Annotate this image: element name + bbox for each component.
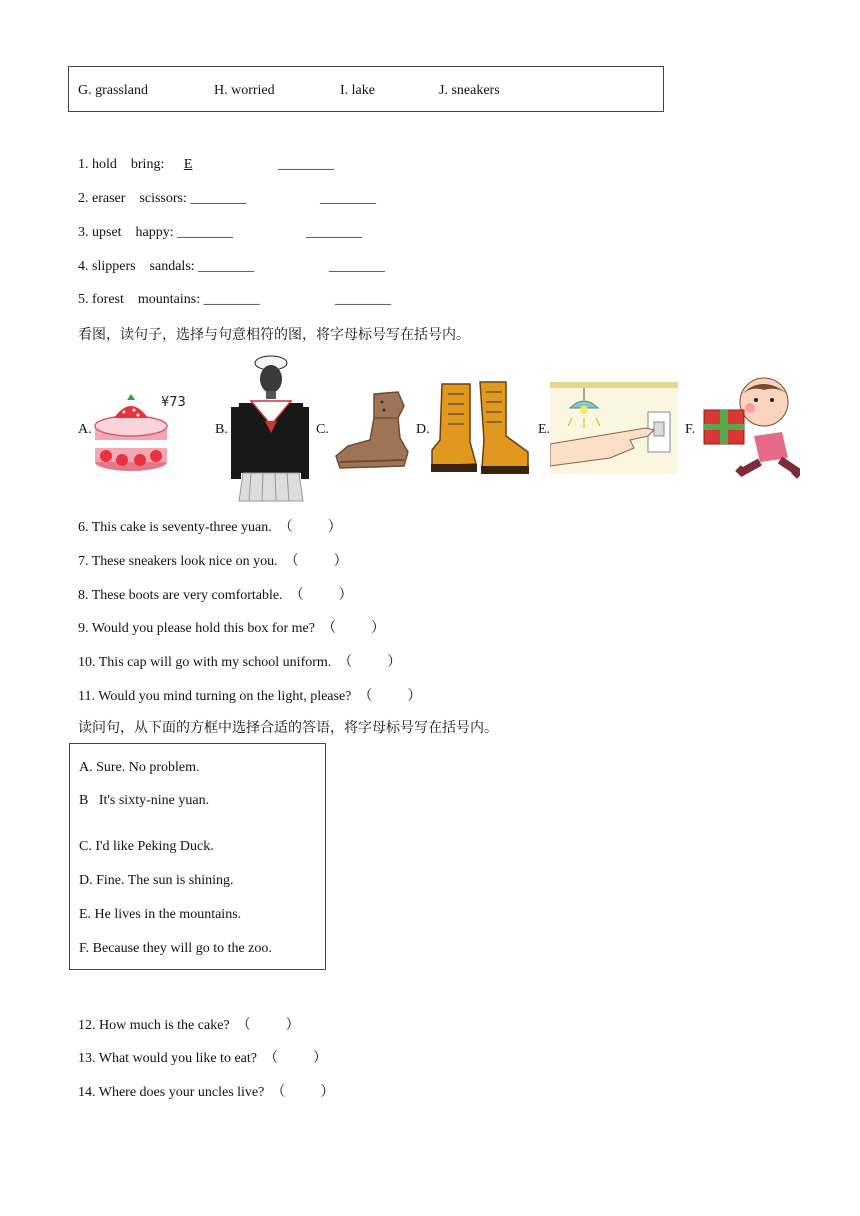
brown-shoe-icon <box>334 388 410 477</box>
section3-instruction: 读问句，从下面的方框中选择合适的答语，将字母标号写在括号内。 <box>78 720 498 736</box>
question-11: 11. Would you mind turning on the light, please? （ ） <box>78 689 422 704</box>
blank-1[interactable]: ________ <box>203 292 260 307</box>
school-uniform-icon <box>229 355 309 508</box>
picture-label-e: E. <box>538 422 551 437</box>
light-switch-icon <box>550 382 678 479</box>
section1-item-1 <box>78 157 334 173</box>
word-option-g: G. grassland <box>78 83 148 98</box>
option-f: F. Because they will go to the zoo. <box>79 941 272 956</box>
item-text: 3. upset happy: <box>78 225 174 240</box>
section1-item-4 <box>78 259 385 275</box>
question-9: 9. Would you please hold this box for me? （ ） <box>78 621 385 636</box>
question-12: 12. How much is the cake? （ ） <box>78 1018 300 1033</box>
question-13: 13. What would you like to eat? （ ） <box>78 1051 327 1066</box>
option-d: D. Fine. The sun is shining. <box>79 873 234 888</box>
blank-2[interactable]: ________ <box>278 157 334 172</box>
answer-blank[interactable] <box>172 157 205 172</box>
word-option-h: H. worried <box>214 83 275 98</box>
question-8: 8. These boots are very comfortable. （ ） <box>78 588 353 603</box>
section2-instruction: 看图，读句子，选择与句意相符的图，将字母标号写在括号内。 <box>78 327 470 343</box>
section1-item-2 <box>78 191 376 207</box>
picture-label-b: B. <box>215 422 228 437</box>
option-e: E. He lives in the mountains. <box>79 907 242 922</box>
item-text: 5. forest mountains: <box>78 292 201 307</box>
answer-options-box <box>69 743 326 970</box>
blank-1[interactable]: ________ <box>177 225 234 240</box>
picture-label-f: F. <box>685 422 696 437</box>
boy-holding-box-icon <box>702 376 800 485</box>
option-c: C. I'd like Peking Duck. <box>79 839 214 854</box>
option-b: B It's sixty-nine yuan. <box>79 793 210 808</box>
boots-icon <box>430 380 530 485</box>
word-option-j: J. sneakers <box>439 83 500 98</box>
question-7: 7. These sneakers look nice on you. （ ） <box>78 554 348 569</box>
question-14: 14. Where does your uncles live? （ ） <box>78 1085 335 1100</box>
question-6: 6. This cake is seventy-three yuan. （ ） <box>78 520 342 535</box>
item-text: 2. eraser scissors: <box>78 191 187 206</box>
option-a: A. Sure. No problem. <box>79 760 200 775</box>
section1-item-5 <box>78 292 391 308</box>
picture-label-a: A. <box>78 422 92 437</box>
blank-1[interactable]: ________ <box>190 191 247 206</box>
word-bank-box <box>68 66 664 112</box>
price-tag: ¥73 <box>161 395 186 410</box>
blank-2[interactable]: ________ <box>335 292 391 307</box>
blank-2[interactable]: ________ <box>306 225 362 240</box>
item-text: 1. hold bring: <box>78 157 165 172</box>
picture-label-c: C. <box>316 422 329 437</box>
question-10: 10. This cap will go with my school uniform. （ ） <box>78 655 402 670</box>
section1-item-3 <box>78 225 362 241</box>
answer-value: E <box>183 157 193 172</box>
word-option-i: I. lake <box>340 83 375 98</box>
item-text: 4. slippers sandals: <box>78 259 195 274</box>
blank-2[interactable]: ________ <box>320 191 376 206</box>
blank-1[interactable]: ________ <box>198 259 255 274</box>
blank-2[interactable]: ________ <box>329 259 385 274</box>
picture-label-d: D. <box>416 422 430 437</box>
cake-icon <box>94 388 194 479</box>
